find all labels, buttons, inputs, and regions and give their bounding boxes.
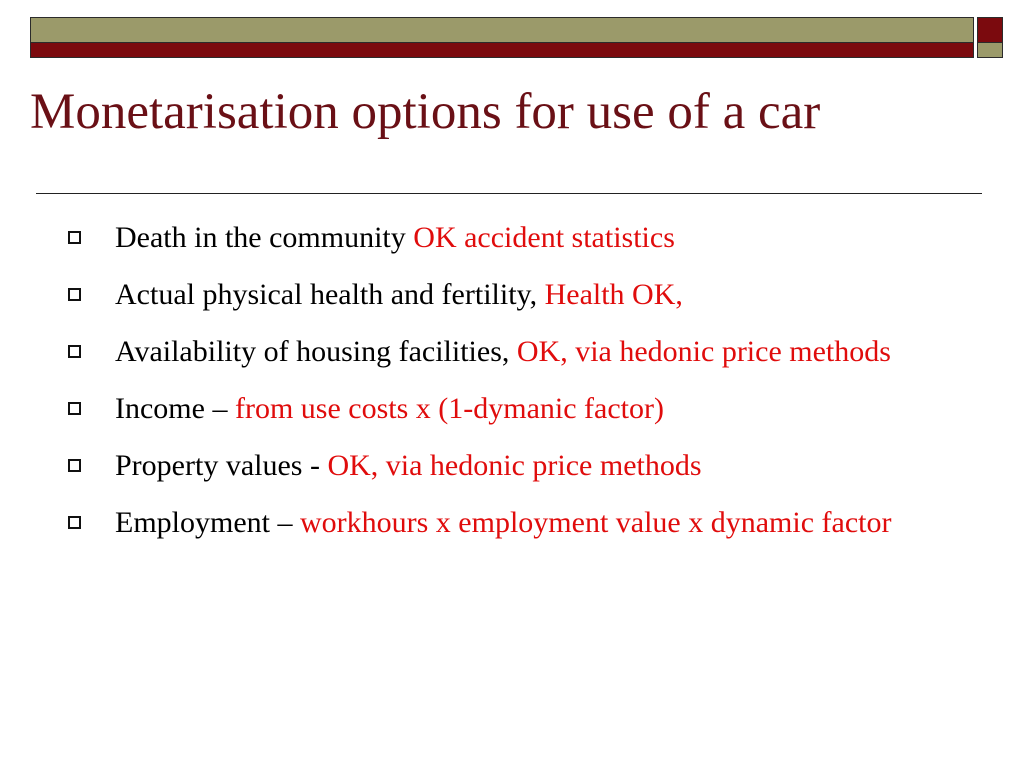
bullet-item: [66, 446, 946, 486]
header-bar-red: [30, 43, 974, 58]
slide-title: Monetarisation options for use of a car: [30, 84, 821, 140]
bullet-text: Death in the community: [115, 221, 414, 254]
bullet-item: [66, 503, 946, 543]
bullet-accent-text: workhours x employment value x dynamic factor: [299, 506, 892, 539]
bullet-text: Income –: [115, 392, 235, 425]
hollow-square-bullet-icon: [68, 516, 81, 529]
bullet-accent-text: OK accident statistics: [413, 221, 675, 254]
bullet-item: [66, 275, 946, 315]
bullet-text: Availability of housing facilities,: [115, 335, 517, 368]
title-divider: [36, 193, 982, 194]
bullet-item: [66, 332, 946, 372]
header-bar-olive: [30, 17, 974, 43]
bullet-item: [66, 218, 946, 258]
bullet-accent-text: OK, via hedonic price methods: [327, 449, 702, 482]
hollow-square-bullet-icon: [68, 402, 81, 415]
bullet-accent-text: OK, via hedonic price methods: [516, 335, 891, 368]
bullet-text: Property values -: [115, 449, 328, 482]
hollow-square-bullet-icon: [68, 288, 81, 301]
corner-square-red: [977, 17, 1003, 43]
hollow-square-bullet-icon: [68, 345, 81, 358]
corner-square-olive: [977, 43, 1003, 58]
bullet-text: Employment –: [115, 506, 300, 539]
bullet-accent-text: from use costs x (1-dymanic factor): [234, 392, 664, 425]
hollow-square-bullet-icon: [68, 459, 81, 472]
bullet-list: [66, 218, 946, 560]
bullet-accent-text: Health OK,: [544, 278, 683, 311]
bullet-item: [66, 389, 946, 429]
hollow-square-bullet-icon: [68, 231, 81, 244]
bullet-text: Actual physical health and fertility,: [115, 278, 545, 311]
